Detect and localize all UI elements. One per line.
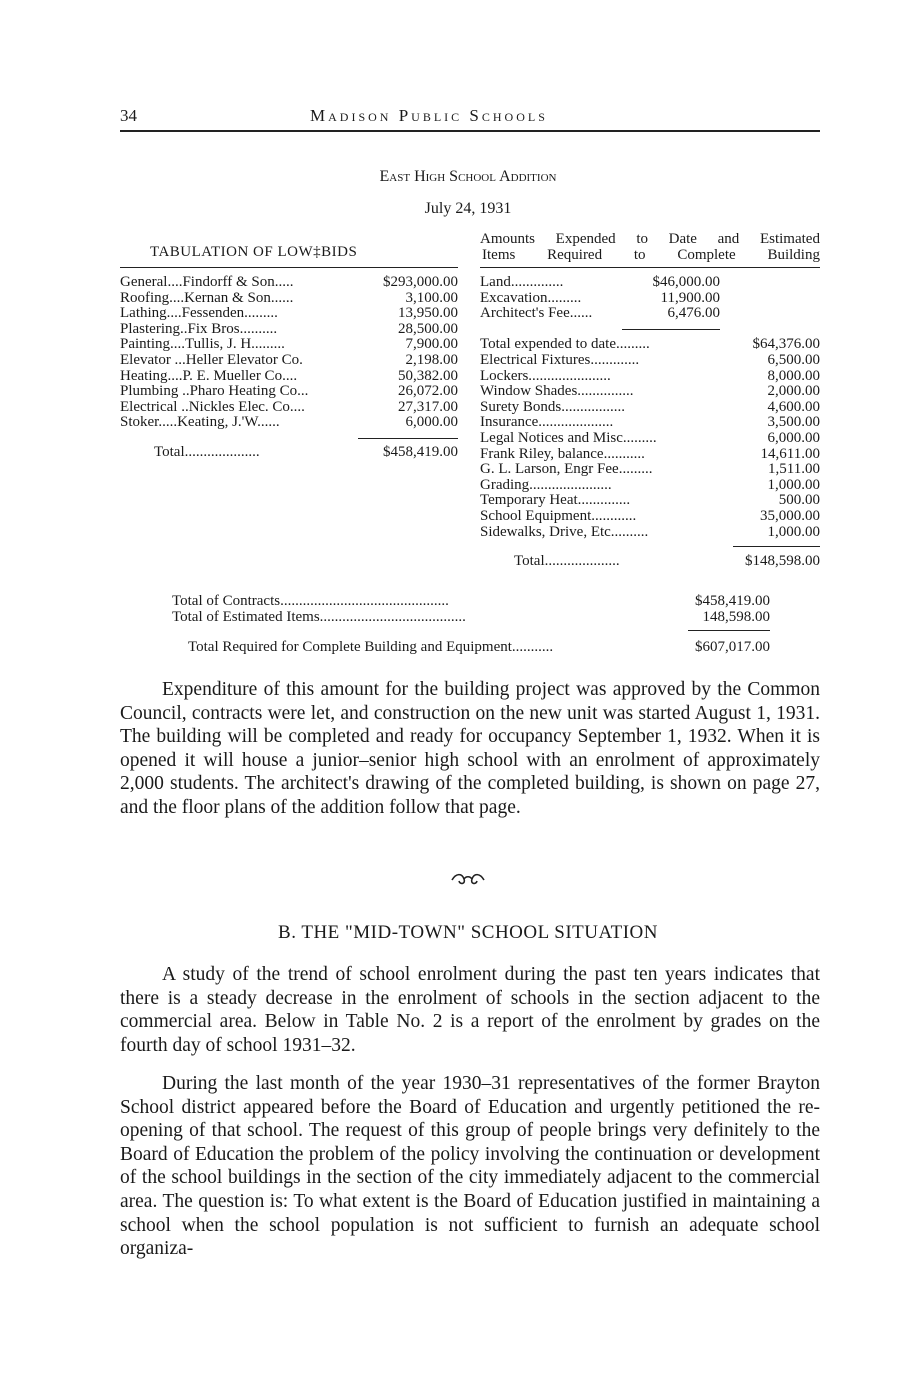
left-table-heading: TABULATION OF LOW‡BIDS — [150, 244, 358, 260]
ornament-icon — [0, 872, 916, 891]
heading-word: and — [717, 231, 740, 247]
page-number: 34 — [120, 106, 137, 125]
heading-word: Items — [482, 247, 516, 263]
heading-word: to — [633, 247, 646, 263]
ornament-swirl-icon — [450, 872, 486, 886]
section-heading: B. THE "MID-TOWN" SCHOOL SITUATION — [278, 922, 658, 943]
summary-rule — [688, 630, 770, 631]
paragraph-enrolment-trend: A study of the trend of school enrolment during the past ten years indicates that there is a steady decrease in the enrolment of schools in the section adjacent to the commercial area. Below in Table No. 2 is a report of the enrolment by grades on the fourth day of school 1931–32. — [120, 964, 820, 1056]
right-table-heading — [480, 231, 820, 263]
right-total-rule — [733, 546, 820, 547]
header-rule — [120, 130, 820, 132]
heading-word: Date — [668, 231, 697, 247]
heading-word: to — [636, 231, 648, 247]
left-total-rule — [358, 438, 458, 439]
heading-word: Complete — [677, 247, 736, 263]
heading-word: Estimated — [759, 231, 820, 247]
table-date: July 24, 1931 — [424, 200, 512, 217]
right-heading-rule — [480, 267, 820, 268]
left-heading-rule — [120, 267, 458, 268]
paragraph-expenditure: Expenditure of this amount for the building project was approved by the Common Council, contracts were let, and construction on the new unit was started August 1, 1931. The building will be completed and ready for occupancy September 1, 1932. When it is opened it will house a junior–senior high school with an enrolment of approximately 2,000 students. The architect's drawing of the completed building, is shown on page 27, and the floor plans of the addition follow that page. — [120, 679, 820, 818]
heading-word: Building — [767, 247, 820, 263]
running-title: Madison Public Schools — [310, 106, 548, 125]
heading-word: Amounts — [480, 231, 536, 247]
heading-word: Required — [547, 247, 603, 263]
paragraph-brayton-school: During the last month of the year 1930–31 representatives of the former Brayton School district appeared before the Board of Education and urgently petitioned the re-opening of that school. The request of this group of people brings very definitely to the Board of Education the problem of the policy involving the continuation or development of the school buildings in the section of the city immediately adjacent to the commercial area. The question is: To what extent is the Board of Education justified in maintaining a school when the school population is not sufficient to furnish an adequate school organiza- — [120, 1073, 820, 1260]
table-title: East High School Addition — [379, 168, 557, 185]
expended-subtotal-rule — [622, 329, 720, 330]
heading-word: Expended — [555, 231, 616, 247]
